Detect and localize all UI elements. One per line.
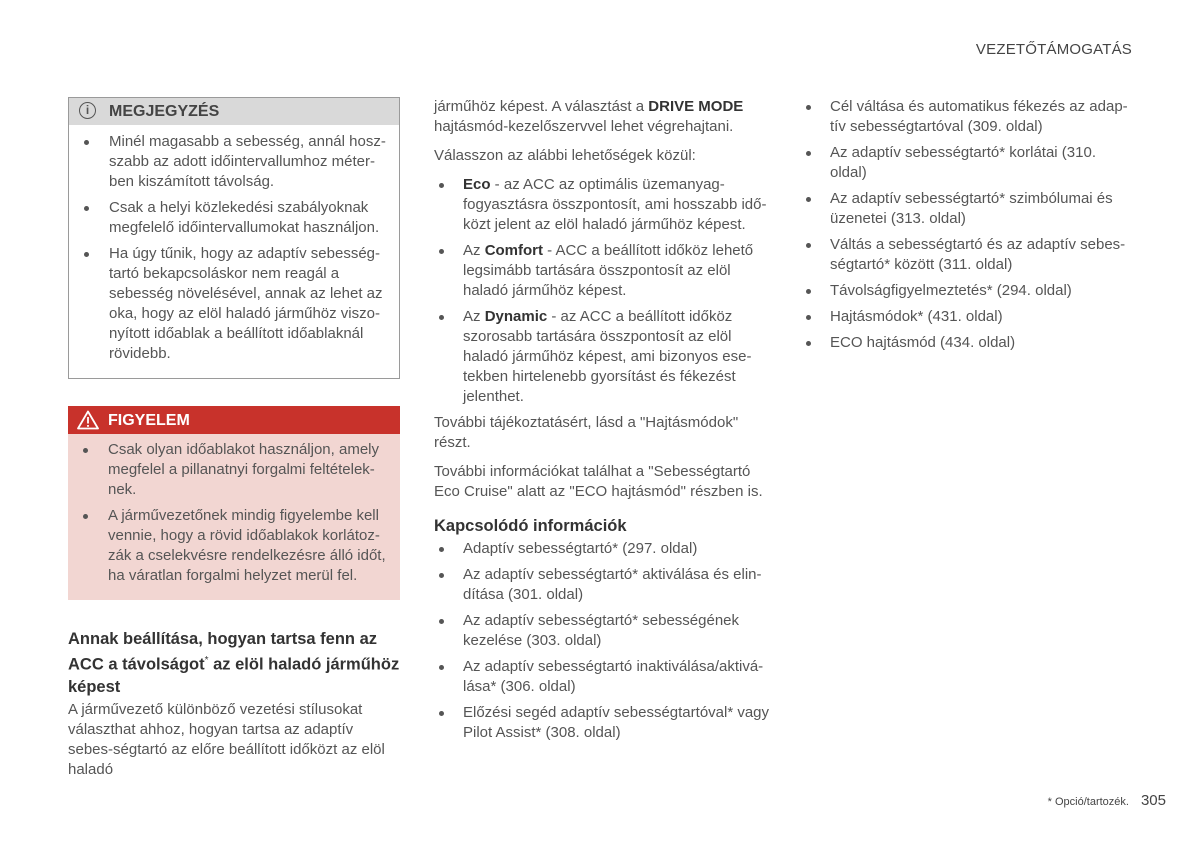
column-left [68, 97, 400, 789]
related-link[interactable]: ECO hajtásmód (434. oldal) [801, 333, 1133, 353]
warning-header [68, 406, 400, 434]
column-middle [434, 97, 770, 749]
footnote: * Opció/tartozék. [1047, 796, 1129, 808]
related-link[interactable]: Távolságfigyelmeztetés* (294. oldal) [801, 281, 1133, 301]
related-link[interactable]: Hajtásmódok* (431. oldal) [801, 307, 1133, 327]
info-paragraph: További információkat találhat a "Sebességtartó Eco Cruise" alatt az "ECO hajtásmód" részben is. [434, 463, 763, 500]
related-link[interactable]: Előzési segéd adaptív sebességtartóval* vagy Pilot Assist* (308. oldal) [434, 703, 770, 743]
continued-paragraph [434, 97, 770, 137]
related-heading: Kapcsolódó információk [434, 517, 627, 535]
section-heading [68, 628, 400, 698]
text-span: hajtásmód-kezelőszervvel lehet végrehajtani. [434, 118, 734, 135]
mode-item [434, 241, 770, 301]
heading-text: Annak beállítása, hogyan tartsa fenn az ACC a távolságot [68, 630, 378, 674]
warning-item: Csak olyan időablakot használjon, amely megfelel a pillanatnyi forgalmi feltételek-nek. [78, 440, 390, 500]
note-item: Csak a helyi közlekedési szabályoknak megfelelő időintervallumokat használjon. [79, 198, 389, 238]
related-link[interactable]: Az adaptív sebességtartó* aktiválása és elin-dítása (301. oldal) [434, 565, 770, 605]
note-title: MEGJEGYZÉS [109, 103, 220, 120]
text-span: - az ACC a beállított időköz szorosabb tartására összpontosít az elöl haladó járműhöz képest, ami bizonyos ese-tekben hirtelenebb gyorsítást és fékezést jelenthet. [463, 308, 752, 405]
warning-item: A járművezetőnek mindig figyelembe kell vennie, hogy a rövid időablakok korlátoz-zák a cselekvésre rendelkezésre álló időt, ha váratlan forgalmi helyzet merül fel. [78, 506, 390, 586]
warning-box [68, 406, 400, 600]
mode-name: Comfort [484, 242, 544, 259]
warning-title: FIGYELEM [108, 412, 190, 429]
related-list [434, 539, 770, 743]
info-paragraph: További tájékoztatásért, lásd a "Hajtásmódok" részt. [434, 414, 739, 451]
note-item: Ha úgy tűnik, hogy az adaptív sebesség-tartó bekapcsoláskor nem reagál a sebesség növelésével, annak az lehet az oka, hogy az elöl haladó járműhöz viszo-nyított időablak a beállított időablaknál rövidebb. [79, 244, 389, 364]
warning-triangle-icon [77, 410, 99, 430]
note-header [69, 98, 399, 125]
mode-list [434, 175, 770, 407]
mode-name: Eco [463, 176, 491, 193]
related-link[interactable]: Az adaptív sebességtartó inaktiválása/aktivá-lása* (306. oldal) [434, 657, 770, 697]
heading-text: az elöl haladó járműhöz képest [68, 655, 400, 696]
text-span: járműhöz képest. A választást a [434, 98, 649, 115]
note-box [68, 97, 400, 379]
heading-star: * [204, 655, 209, 666]
related-link[interactable]: Az adaptív sebességtartó* korlátai (310. oldal) [801, 143, 1133, 183]
related-link[interactable]: Cél váltása és automatikus fékezés az adap-tív sebességtartóval (309. oldal) [801, 97, 1133, 137]
related-link[interactable]: Adaptív sebességtartó* (297. oldal) [434, 539, 770, 559]
text-span: Az [463, 308, 485, 325]
info-circle-icon: i [79, 102, 96, 119]
mode-name: Dynamic [484, 308, 548, 325]
page-number: 305 [1140, 792, 1166, 809]
related-link[interactable]: Váltás a sebességtartó és az adaptív sebes-ségtartó* között (311. oldal) [801, 235, 1133, 275]
mode-item [434, 307, 770, 407]
page-footer [1048, 791, 1166, 812]
drive-mode-label: DRIVE MODE [648, 98, 744, 115]
note-item: Minél magasabb a sebesség, annál hosz-szabb az adott időintervallumhoz méter-ben kiszámított távolság. [79, 132, 389, 192]
related-link[interactable]: Az adaptív sebességtartó* szimbólumai és üzenetei (313. oldal) [801, 189, 1133, 229]
section-header: VEZETŐTÁMOGATÁS [975, 41, 1132, 58]
text-span: - az ACC az optimális üzemanyag-fogyasztásra összpontosít, ami hosszabb idő-közt jelent az elöl haladó járműhöz képest. [463, 176, 767, 233]
column-right [801, 97, 1133, 359]
text-span: Az [463, 242, 485, 259]
related-link[interactable]: Az adaptív sebességtartó* sebességének kezelése (303. oldal) [434, 611, 770, 651]
warning-list [68, 434, 400, 586]
mode-item [434, 175, 770, 235]
text-span: - ACC a beállított időköz lehető legsimább tartására összpontosít az elöl haladó járműhöz képest. [463, 242, 754, 299]
note-list [69, 125, 399, 364]
choose-paragraph: Válasszon az alábbi lehetőségek közül: [434, 147, 696, 164]
related-list [801, 97, 1133, 353]
section-paragraph: A járművezető különböző vezetési stílusokat választhat ahhoz, hogyan tartsa az adaptív sebes-ségtartó az előre beállított időközt az elöl haladó [68, 700, 385, 778]
